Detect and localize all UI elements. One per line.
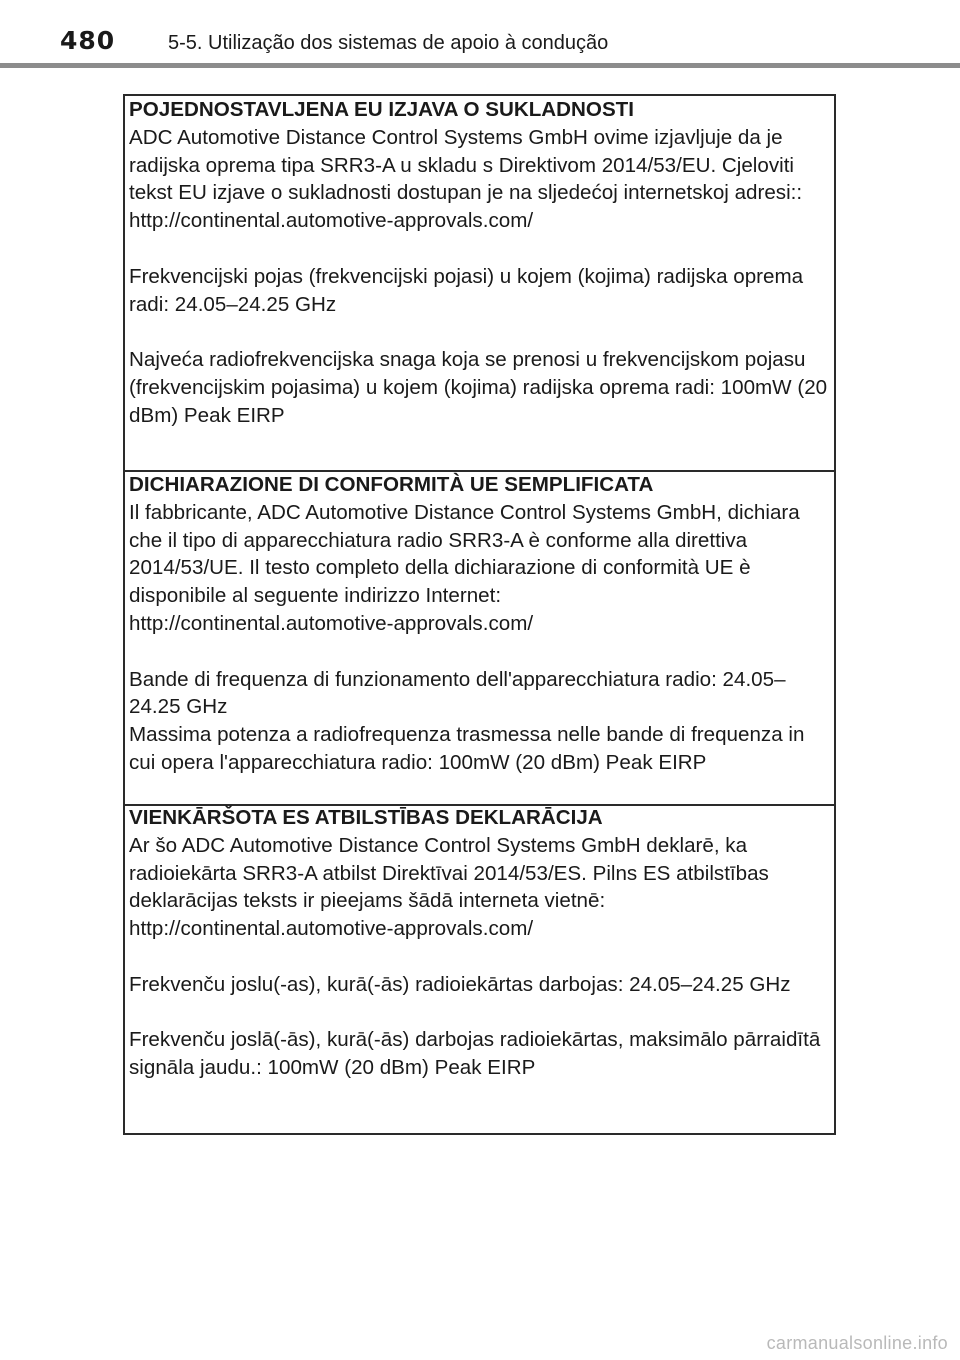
paragraph-gap [129, 943, 830, 971]
declaration-power: Frekvenču joslā(-ās), kurā(-ās) darbojas radioiekārtas, maksimālo pārraidītā signāla jaudu.: 100mW (20 dBm) Peak EIRP [129, 1028, 821, 1080]
declaration-frequency: Frekvenču joslu(-as), kurā(-ās) radioiekārtas darbojas: 24.05–24.25 GHz [129, 972, 791, 996]
declaration-intro: Il fabbricante, ADC Automotive Distance Control Systems GmbH, dichiara che il tipo di apparecchiatura radio SRR3-A è conforme alla direttiva 2014/53/UE. Il testo completo della dichiarazione di conformità UE è disponibile al seguente indirizzo Internet: [129, 500, 800, 608]
page-number: 480 [60, 26, 116, 55]
declarations-table [123, 94, 836, 1135]
section-title: 5-5. Utilização dos sistemas de apoio à condução [168, 32, 609, 54]
paragraph-gap [129, 235, 830, 263]
declaration-latvian [125, 804, 834, 1133]
declaration-url: http://continental.automotive-approvals.com/ [129, 917, 534, 941]
declaration-frequency: Bande di frequenza di funzionamento dell'apparecchiatura radio: 24.05–24.25 GHz [129, 667, 786, 719]
watermark: carmanualsonline.info [766, 1333, 948, 1353]
paragraph-gap [129, 999, 830, 1027]
declaration-italian [125, 471, 834, 804]
declaration-power: Massima potenza a radiofrequenza trasmessa nelle bande di frequenza in cui opera l'apparecchiatura radio: 100mW (20 dBm) Peak EIRP [129, 723, 805, 774]
declaration-url: http://continental.automotive-approvals.com/ [129, 209, 534, 233]
declaration-heading: VIENKĀRŠOTA ES ATBILSTĪBAS DEKLARĀCIJA [129, 806, 603, 829]
declaration-heading: POJEDNOSTAVLJENA EU IZJAVA O SUKLADNOSTI [129, 98, 634, 121]
paragraph-gap [129, 318, 830, 346]
declaration-power: Najveća radiofrekvencijska snaga koja se prenosi u frekvencijskom pojasu (frekvencijskim pojasima) u kojem (kojima) radijska oprema radi: 100mW (20 dBm) Peak EIRP [129, 348, 828, 427]
header-rule [0, 63, 960, 68]
declaration-url: http://continental.automotive-approvals.com/ [129, 611, 534, 635]
paragraph-gap [129, 638, 830, 666]
page-header [0, 0, 960, 70]
declaration-frequency: Frekvencijski pojas (frekvencijski pojasi) u kojem (kojima) radijska oprema radi: 24.05–24.25 GHz [129, 264, 804, 316]
declaration-heading: DICHIARAZIONE DI CONFORMITÀ UE SEMPLIFICATA [129, 473, 654, 496]
declaration-intro: Ar šo ADC Automotive Distance Control Systems GmbH deklarē, ka radioiekārta SRR3-A atbilst Direktīvai 2014/53/ES. Pilns ES atbilstības deklarācijas teksts ir pieejams šādā interneta vietnē: [129, 833, 769, 913]
declaration-croatian [125, 96, 834, 471]
declaration-intro: ADC Automotive Distance Control Systems GmbH ovime izjavljuje da je radijska oprema tipa SRR3-A u skladu s Direktivom 2014/53/EU. Cjeloviti tekst EU izjave o sukladnosti dostupan je na sljedećoj internetskoj adresi:: [129, 125, 803, 205]
